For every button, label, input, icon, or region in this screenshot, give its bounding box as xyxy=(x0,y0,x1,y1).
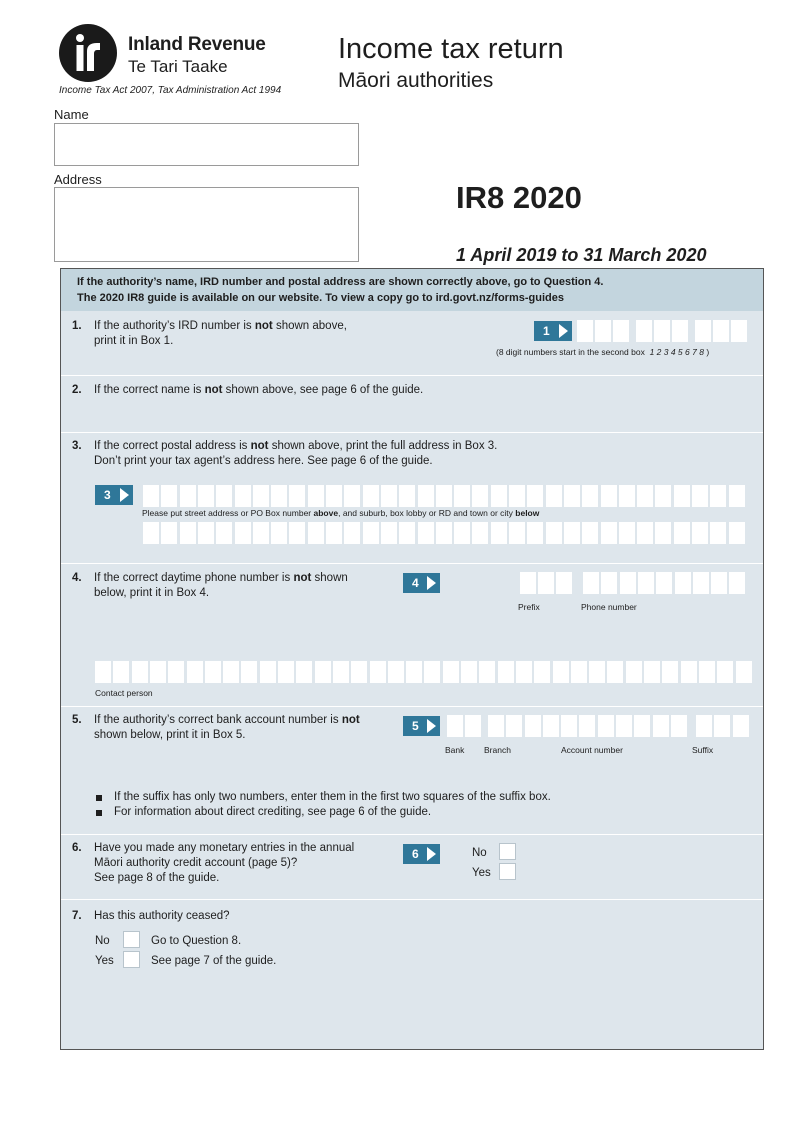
q7-yes-label: Yes xyxy=(95,955,114,967)
input-cell[interactable] xyxy=(370,661,386,683)
input-cell[interactable] xyxy=(235,522,251,544)
input-cell[interactable] xyxy=(216,485,232,507)
question-2-text: If the correct name is not shown above, see page 6 of the guide. xyxy=(94,384,424,396)
input-cell[interactable] xyxy=(187,661,203,683)
input-cell[interactable] xyxy=(655,485,671,507)
input-cell[interactable] xyxy=(619,522,635,544)
input-cell[interactable] xyxy=(506,715,522,737)
input-cell[interactable] xyxy=(601,572,617,594)
input-cell[interactable] xyxy=(733,715,749,737)
input-cell[interactable] xyxy=(561,715,577,737)
divider xyxy=(61,563,763,564)
input-cell[interactable] xyxy=(180,522,196,544)
input-cell[interactable] xyxy=(447,715,463,737)
agency-name: Inland Revenue xyxy=(128,34,266,55)
input-cell[interactable] xyxy=(326,485,342,507)
input-cell[interactable] xyxy=(241,661,257,683)
input-cell[interactable] xyxy=(488,715,504,737)
input-cell[interactable] xyxy=(296,661,312,683)
suffix-label: Suffix xyxy=(692,745,714,755)
input-cell[interactable] xyxy=(564,485,580,507)
input-cell[interactable] xyxy=(253,485,269,507)
input-cell[interactable] xyxy=(216,522,232,544)
input-cell[interactable] xyxy=(143,485,159,507)
box-3-tag: 3 xyxy=(95,485,133,505)
input-cell[interactable] xyxy=(607,661,623,683)
input-cell[interactable] xyxy=(161,522,177,544)
input-cell[interactable] xyxy=(113,661,129,683)
bank-label: Bank xyxy=(445,745,465,755)
question-5-text: If the authority’s correct bank account number is not shown below, print it in Box 5. xyxy=(94,714,360,741)
input-cell[interactable] xyxy=(95,661,111,683)
name-label: Name xyxy=(54,107,89,122)
form-code: IR8 2020 xyxy=(456,180,582,215)
input-cell[interactable] xyxy=(699,661,715,683)
question-7-text: Has this authority ceased? xyxy=(94,910,230,922)
input-cell[interactable] xyxy=(601,485,617,507)
input-cell[interactable] xyxy=(399,485,415,507)
contact-person-label: Contact person xyxy=(95,688,153,698)
input-cell[interactable] xyxy=(205,661,221,683)
question-4-text: If the correct daytime phone number is not shown below, print it in Box 4. xyxy=(94,572,348,599)
divider xyxy=(61,899,763,900)
input-cell[interactable] xyxy=(534,661,550,683)
input-cell[interactable] xyxy=(472,522,488,544)
input-cell[interactable] xyxy=(626,661,642,683)
input-cell[interactable] xyxy=(498,661,514,683)
bullet-icon xyxy=(96,810,102,816)
q6-yes-label: Yes xyxy=(472,867,491,879)
input-cell[interactable] xyxy=(326,522,342,544)
address-label: Address xyxy=(54,172,102,187)
input-cell[interactable] xyxy=(479,661,495,683)
input-cell[interactable] xyxy=(271,522,287,544)
input-cell[interactable] xyxy=(198,522,214,544)
input-cell[interactable] xyxy=(637,522,653,544)
input-cell[interactable] xyxy=(168,661,184,683)
input-cell[interactable] xyxy=(710,522,726,544)
bullet-icon xyxy=(96,795,102,801)
input-cell[interactable] xyxy=(671,715,687,737)
question-7-number: 7. xyxy=(72,910,82,922)
input-cell[interactable] xyxy=(675,572,691,594)
address-field[interactable] xyxy=(54,187,359,262)
box-1-tag: 1 xyxy=(534,321,572,341)
q6-yes-checkbox[interactable] xyxy=(499,863,516,880)
input-cell[interactable] xyxy=(344,522,360,544)
input-cell[interactable] xyxy=(711,572,727,594)
input-cell[interactable] xyxy=(198,485,214,507)
question-6-number: 6. xyxy=(72,842,82,854)
input-cell[interactable] xyxy=(143,522,159,544)
acts-reference: Income Tax Act 2007, Tax Administration Act 1994 xyxy=(59,85,282,96)
q7-no-checkbox[interactable] xyxy=(123,931,140,948)
input-cell[interactable] xyxy=(516,661,532,683)
input-cell[interactable] xyxy=(418,485,434,507)
input-cell[interactable] xyxy=(223,661,239,683)
input-cell[interactable] xyxy=(729,572,745,594)
input-cell[interactable] xyxy=(527,485,543,507)
input-cell[interactable] xyxy=(381,522,397,544)
input-cell[interactable] xyxy=(693,572,709,594)
q7-no-note: Go to Question 8. xyxy=(151,935,242,947)
input-cell[interactable] xyxy=(582,522,598,544)
input-cell[interactable] xyxy=(571,661,587,683)
question-3-text: If the correct postal address is not shown above, print the full address in Box 3. Don’t print your tax agent’s address here. See page 6 of the guide. xyxy=(94,440,498,467)
input-cell[interactable] xyxy=(461,661,477,683)
input-cell[interactable] xyxy=(399,522,415,544)
input-cell[interactable] xyxy=(736,661,752,683)
branch-label: Branch xyxy=(484,745,511,755)
input-cell[interactable] xyxy=(381,485,397,507)
input-cell[interactable] xyxy=(235,485,251,507)
name-field[interactable] xyxy=(54,123,359,166)
input-cell[interactable] xyxy=(598,715,614,737)
q6-no-checkbox[interactable] xyxy=(499,843,516,860)
input-cell[interactable] xyxy=(527,522,543,544)
input-cell[interactable] xyxy=(333,661,349,683)
input-cell[interactable] xyxy=(150,661,166,683)
input-cell[interactable] xyxy=(644,661,660,683)
input-cell[interactable] xyxy=(656,572,672,594)
input-cell[interactable] xyxy=(315,661,331,683)
q7-yes-note: See page 7 of the guide. xyxy=(151,955,277,967)
input-cell[interactable] xyxy=(424,661,440,683)
input-cell[interactable] xyxy=(655,522,671,544)
q6-no-label: No xyxy=(472,847,487,859)
input-cell[interactable] xyxy=(620,572,636,594)
input-cell[interactable] xyxy=(454,485,470,507)
question-2-number: 2. xyxy=(72,384,82,396)
input-cell[interactable] xyxy=(589,661,605,683)
input-cell[interactable] xyxy=(289,485,305,507)
input-cell[interactable] xyxy=(351,661,367,683)
box-4-tag: 4 xyxy=(403,573,440,593)
input-cell[interactable] xyxy=(546,485,562,507)
input-cell[interactable] xyxy=(436,485,452,507)
input-cell[interactable] xyxy=(717,661,733,683)
input-cell[interactable] xyxy=(363,485,379,507)
question-3-number: 3. xyxy=(72,440,82,452)
input-cell[interactable] xyxy=(634,715,650,737)
input-cell[interactable] xyxy=(308,522,324,544)
info-line-2: The 2020 IR8 guide is available on our website. To view a copy go to ird.govt.nz/forms-guides xyxy=(77,292,564,304)
input-cell[interactable] xyxy=(674,485,690,507)
input-cell[interactable] xyxy=(637,485,653,507)
input-cell[interactable] xyxy=(260,661,276,683)
input-cell[interactable] xyxy=(443,661,459,683)
suffix-note: If the suffix has only two numbers, enter them in the first two squares of the suffix box. xyxy=(114,791,551,803)
form-subtitle: Māori authorities xyxy=(338,69,494,92)
input-cell[interactable] xyxy=(692,522,708,544)
phone-number-label: Phone number xyxy=(581,602,637,612)
question-4-number: 4. xyxy=(72,572,82,584)
input-cell[interactable] xyxy=(729,485,745,507)
input-cell[interactable] xyxy=(253,522,269,544)
input-cell[interactable] xyxy=(616,715,632,737)
input-cell[interactable] xyxy=(674,522,690,544)
q7-yes-checkbox[interactable] xyxy=(123,951,140,968)
input-cell[interactable] xyxy=(363,522,379,544)
input-cell[interactable] xyxy=(509,522,525,544)
question-1-text: If the authority’s IRD number is not shown above, print it in Box 1. xyxy=(94,320,347,347)
input-cell[interactable] xyxy=(564,522,580,544)
input-cell[interactable] xyxy=(662,661,678,683)
input-cell[interactable] xyxy=(729,522,745,544)
input-cell[interactable] xyxy=(619,485,635,507)
input-cell[interactable] xyxy=(491,485,507,507)
direct-credit-note: For information about direct crediting, see page 6 of the guide. xyxy=(114,806,432,818)
input-cell[interactable] xyxy=(344,485,360,507)
divider xyxy=(61,375,763,376)
input-cell[interactable] xyxy=(180,485,196,507)
input-cell[interactable] xyxy=(601,522,617,544)
input-cell[interactable] xyxy=(436,522,452,544)
input-cell[interactable] xyxy=(582,485,598,507)
input-cell[interactable] xyxy=(696,715,712,737)
input-cell[interactable] xyxy=(638,572,654,594)
input-cell[interactable] xyxy=(278,661,294,683)
input-cell[interactable] xyxy=(692,485,708,507)
input-cell[interactable] xyxy=(491,522,507,544)
input-cell[interactable] xyxy=(161,485,177,507)
input-cell[interactable] xyxy=(472,485,488,507)
divider xyxy=(61,834,763,835)
input-cell[interactable] xyxy=(714,715,730,737)
input-cell[interactable] xyxy=(579,715,595,737)
input-cell[interactable] xyxy=(681,661,697,683)
question-1-number: 1. xyxy=(72,320,82,332)
input-cell[interactable] xyxy=(289,522,305,544)
input-cell[interactable] xyxy=(132,661,148,683)
ird-logo-icon xyxy=(59,24,117,82)
input-cell[interactable] xyxy=(418,522,434,544)
form-title: Income tax return xyxy=(338,33,564,65)
postal-address-hint: Please put street address or PO Box number above, and suburb, box lobby or RD and town or city below xyxy=(142,508,540,518)
input-cell[interactable] xyxy=(525,715,541,737)
input-cell[interactable] xyxy=(543,715,559,737)
input-cell[interactable] xyxy=(653,715,669,737)
prefix-label: Prefix xyxy=(518,602,540,612)
input-cell[interactable] xyxy=(546,522,562,544)
input-cell[interactable] xyxy=(553,661,569,683)
q7-no-label: No xyxy=(95,935,110,947)
ird-number-hint: (8 digit numbers start in the second box 1 2 3 4 5 6 7 8 ) xyxy=(496,347,710,357)
box-6-tag: 6 xyxy=(403,844,440,864)
input-cell[interactable] xyxy=(271,485,287,507)
agency-maori-name: Te Tari Taake xyxy=(128,57,228,76)
divider xyxy=(61,432,763,433)
input-cell[interactable] xyxy=(388,661,404,683)
input-cell[interactable] xyxy=(406,661,422,683)
question-5-number: 5. xyxy=(72,714,82,726)
tax-period: 1 April 2019 to 31 March 2020 xyxy=(456,245,707,265)
input-cell[interactable] xyxy=(509,485,525,507)
input-cell[interactable] xyxy=(465,715,481,737)
input-cell[interactable] xyxy=(583,572,599,594)
info-line-1: If the authority’s name, IRD number and postal address are shown correctly above, go to Question 4. xyxy=(77,276,604,288)
box-5-tag: 5 xyxy=(403,716,440,736)
question-6-text: Have you made any monetary entries in the annual Māori authority credit account (page 5)? See page 8 of the guide. xyxy=(94,842,355,884)
input-cell[interactable] xyxy=(308,485,324,507)
divider xyxy=(61,706,763,707)
input-cell[interactable] xyxy=(710,485,726,507)
input-cell[interactable] xyxy=(454,522,470,544)
account-number-label: Account number xyxy=(561,745,623,755)
